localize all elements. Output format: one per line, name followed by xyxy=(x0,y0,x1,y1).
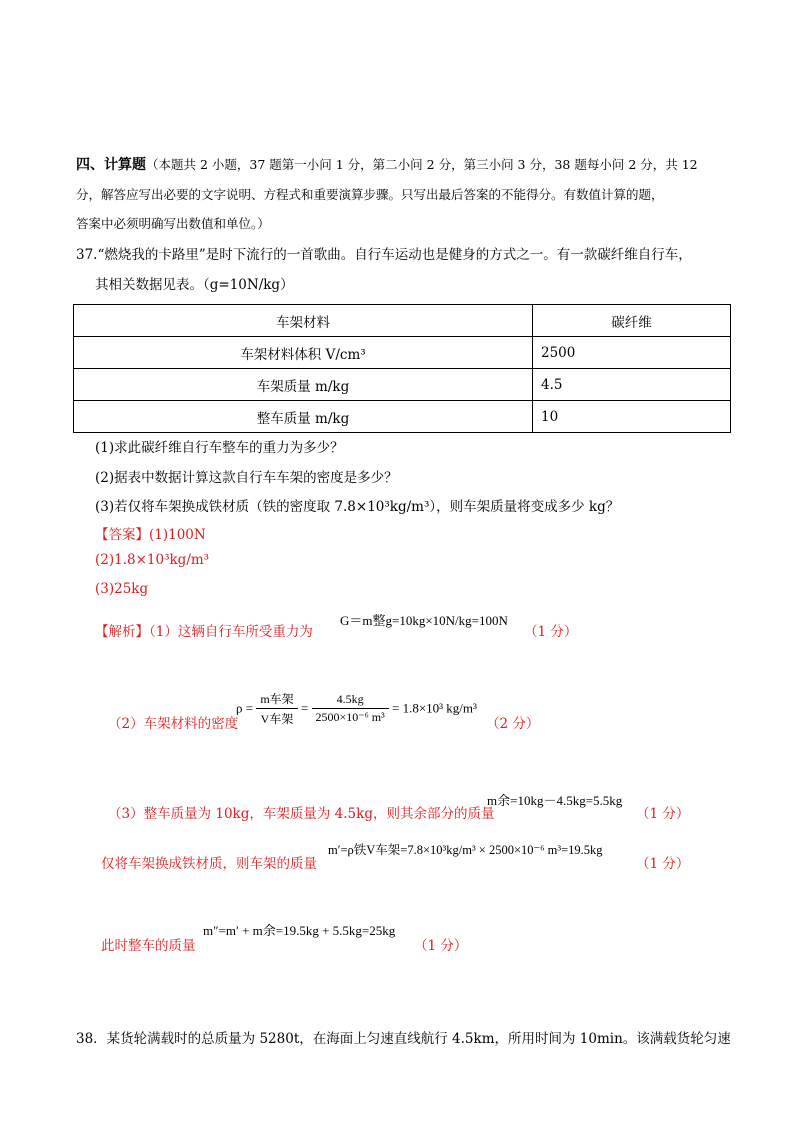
section-note-line3: 答案中必须明确写出数值和单位。） xyxy=(76,216,270,231)
step2-score: （2 分） xyxy=(486,716,540,732)
answer-2: (2)1.8×10³kg/m³ xyxy=(95,552,210,568)
step2-text: （2）车架材料的密度 xyxy=(108,716,239,732)
table-cell: 车架材料体积 V/cm³ xyxy=(74,337,533,369)
q37-number: 37. xyxy=(76,247,98,263)
table-row xyxy=(74,369,731,401)
table-row xyxy=(74,401,731,433)
answer-label: 【答案】 xyxy=(95,527,149,543)
step5-score: （1 分） xyxy=(414,938,468,954)
q37-stem-text: “燃烧我的卡路里”是时下流行的一首歌曲。自行车运动也是健身的方式之一。有一款碳纤维自行车， xyxy=(97,247,692,263)
q38-stem: 38．某货轮满载时的总质量为 5280t，在海面上匀速直线航行 4.5km，所用时间为 10min。该满载货轮匀速 xyxy=(76,1031,731,1047)
answer-3: (3)25kg xyxy=(95,581,149,597)
section-title: 四、计算题 xyxy=(76,157,146,173)
step2-result: = 1.8×10³ kg/m³ xyxy=(391,700,477,716)
step5-text: 此时整车的质量 xyxy=(101,938,196,954)
step2-fraction-symbolic xyxy=(256,690,297,727)
step4-formula: m′=ρ铁V车架=7.8×10³kg/m³ × 2500×10⁻⁶ m³=19.5kg xyxy=(328,843,603,857)
step1-formula: G＝m整g=10kg×10N/kg=100N xyxy=(340,613,508,628)
q37-stem-line2: 其相关数据见表。（g=10N/kg） xyxy=(95,277,294,293)
step3-text: （3）整车质量为 10kg，车架质量为 4.5kg，则其余部分的质量 xyxy=(108,806,495,822)
answer-line1 xyxy=(95,523,206,543)
section-note-line2: 分，解答应写出必要的文字说明、方程式和重要演算步骤。只写出最后答案的不能得分。有数值计算的题， xyxy=(76,187,664,202)
step5-formula: m″=m′ + m余=19.5kg + 5.5kg=25kg xyxy=(203,923,396,938)
step3-score: （1 分） xyxy=(636,806,690,822)
table-cell: 整车质量 m/kg xyxy=(74,401,533,433)
table-cell: 车架质量 m/kg xyxy=(74,369,533,401)
section-note-line1: （本题共 2 小题，37 题第一小问 1 分，第二小问 2 分，第三小问 3 分，38 题每小问 2 分，共 12 xyxy=(146,157,698,172)
q37-data-table xyxy=(73,304,731,433)
answer-1: (1)100N xyxy=(149,527,206,543)
table-cell: 4.5 xyxy=(533,369,731,401)
table-cell: 2500 xyxy=(533,337,731,369)
step2-formula: ρ = $\frac{\text{m车架}}{\text{V车架}}$ = $\frac{4.5kg}{\text{2500×10⁻⁶ m³}}$ = 1.8×10³ kg/m³ xyxy=(236,692,477,726)
table-header-cell: 碳纤维 xyxy=(533,305,731,337)
analysis-label: 【解析】 xyxy=(95,624,149,640)
step2-fraction-numeric xyxy=(312,692,389,725)
table-header-cell: 车架材料 xyxy=(74,305,533,337)
q37-sub3: (3)若仅将车架换成铁材质（铁的密度取 7.8×10³kg/m³），则车架质量将变成多少 kg？ xyxy=(95,499,620,515)
q37-stem-line1 xyxy=(76,243,692,263)
table-row xyxy=(74,337,731,369)
step2-denominator: V车架 xyxy=(260,712,294,726)
step3-formula: m余=10kg－4.5kg=5.5kg xyxy=(487,793,623,808)
step4-score: （1 分） xyxy=(636,856,690,872)
step1-score: （1 分） xyxy=(524,624,578,640)
step2-lhs: ρ = xyxy=(236,700,254,716)
step2-numerator-value: 4.5kg xyxy=(312,692,389,709)
step2-denominator-value: 2500×10⁻⁶ m³ xyxy=(315,710,385,724)
step4-text: 仅将车架换成铁材质，则车架的质量 xyxy=(101,856,317,872)
analysis-step1 xyxy=(95,620,313,640)
q37-sub2: (2)据表中数据计算这款自行车车架的密度是多少？ xyxy=(95,470,398,486)
step2-numerator: m车架 xyxy=(256,690,297,709)
table-cell: 10 xyxy=(533,401,731,433)
table-header-row xyxy=(74,305,731,337)
step1-text: （1）这辆自行车所受重力为 xyxy=(149,624,313,640)
section-heading xyxy=(76,154,698,174)
q37-sub1: (1)求此碳纤维自行车整车的重力为多少？ xyxy=(95,440,344,456)
